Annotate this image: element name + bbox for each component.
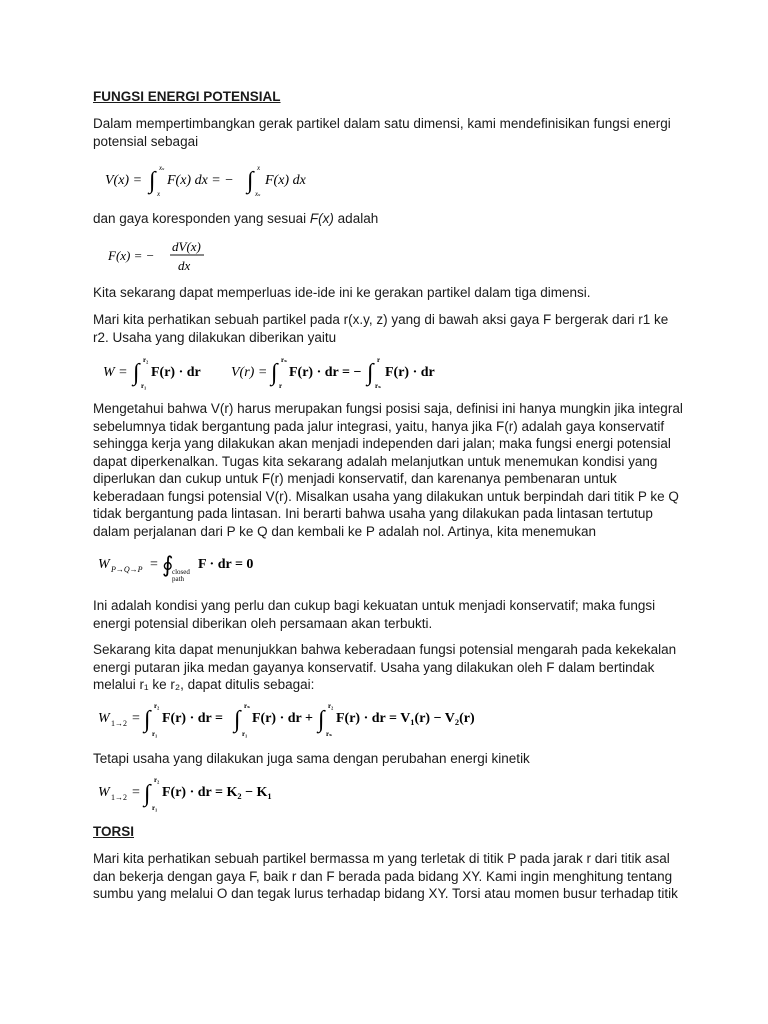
paragraph-work-definition: Mari kita perhatikan sebuah partikel pada r(x.y, z) yang di bawah aksi gaya F bergerak dari r1 ke r2. Usaha yang dilakukan diberikan yaitu bbox=[93, 312, 669, 345]
eq3b-lhs: V(r) = bbox=[231, 365, 268, 380]
p2-text-emphasis: F(x) bbox=[309, 211, 334, 226]
equation-work-split bbox=[98, 700, 478, 738]
eq1-lower2: xₛ bbox=[255, 190, 261, 198]
eq5-term3: F(r) · dr = V₁(r) − V₂(r) bbox=[336, 711, 475, 726]
eq2-lhs: F(x) = − bbox=[108, 248, 155, 263]
eq4-integrand: F · dr = 0 bbox=[198, 557, 254, 572]
svg-text:∮: ∮ bbox=[162, 552, 174, 577]
eq4-under-path: path bbox=[172, 575, 185, 583]
svg-text:∫: ∫ bbox=[367, 360, 374, 386]
section-heading-torque: TORSI bbox=[93, 824, 135, 839]
eq4-lhs: W bbox=[98, 557, 110, 572]
paragraph-conservative-force: Mengetahui bahwa V(r) harus merupakan fungsi posisi saja, definisi ini hanya mungkin jika integral sebelumnya tidak bergantung pada jalur integrasi, yaitu, hanya jika F(r) adalah gaya konservatif sehingga kerja yang dilakukan akan menjadi independen dari jalan; maka fungsi energi potensial dapat diperkenalkan. Tugas kita sekarang adalah melanjutkan untuk menemukan kondisi yang diperlukan dan cukup untuk F(r) menjadi konservatif, dan karenanya pembenaran untuk keberadaan fungsi potensial V(r). Misalkan usaha yang dilakukan untuk berpindah dari titik P ke Q tidak bergantung pada lintasan. Ini berarti bahwa usaha yang dilakukan pada lintasan tertutup dalam perjalanan dari P ke Q dan kembali ke P adalah nol. Artinya, kita menemukan bbox=[93, 401, 683, 539]
paragraph-energy-conservation: Sekarang kita dapat menunjukkan bahwa keberadaan fungsi potensial mengarah pada kekekalan energi putaran jika medan gayanya konservatif. Usaha yang dilakukan oleh F dalam bertindak melalui r₁ ke r₂, dapat ditulis sebagai: bbox=[93, 642, 677, 692]
eq4-under-closed: closed bbox=[172, 568, 190, 576]
eq5-lhs: W bbox=[98, 711, 110, 726]
svg-text:∫: ∫ bbox=[271, 360, 278, 386]
equation-work-kinetic bbox=[98, 774, 298, 812]
equation-work-integral bbox=[103, 354, 213, 390]
p2-text-a: dan gaya koresponden yang sesuai bbox=[93, 211, 310, 226]
svg-text:∫: ∫ bbox=[234, 707, 241, 733]
eq1-upper2: x bbox=[257, 164, 261, 172]
eq3b-mid: F(r) · dr = − bbox=[289, 365, 362, 380]
paragraph-force-relation bbox=[93, 210, 683, 228]
paragraph-conservative-condition: Ini adalah kondisi yang perlu dan cukup bagi kekuatan untuk menjadi konservatif; maka fungsi energi potensial diberikan oleh persamaan akan terbukti. bbox=[93, 598, 656, 631]
eq3a-upper: r₂ bbox=[143, 356, 149, 364]
eq3a-lower: r₁ bbox=[141, 382, 147, 390]
eq5-upper2: rₛ bbox=[244, 702, 250, 710]
eq4-equals: = bbox=[150, 557, 158, 572]
eq5-upper3: r₂ bbox=[328, 702, 334, 710]
equation-closed-path bbox=[98, 548, 268, 584]
equation-potential-energy-1d bbox=[105, 162, 325, 198]
equation-potential-3d bbox=[231, 354, 441, 390]
eq4-subscript: P→Q→P bbox=[111, 565, 143, 574]
paragraph-kinetic-energy: Tetapi usaha yang dilakukan juga sama dengan perubahan energi kinetik bbox=[93, 751, 530, 766]
eq1-upper1: xₛ bbox=[159, 164, 165, 172]
eq5-lower1: r₁ bbox=[152, 730, 158, 738]
eq5-upper1: r₂ bbox=[154, 702, 160, 710]
svg-text:=: = bbox=[132, 711, 140, 726]
eq5-subscript: 1→2 bbox=[111, 719, 127, 728]
equation-force-derivative bbox=[108, 238, 218, 274]
eq6-lhs: W bbox=[98, 785, 110, 800]
eq3b-upper2: r bbox=[377, 356, 381, 364]
eq5-term1: F(r) · dr = bbox=[162, 711, 223, 726]
eq3a-lhs: W = bbox=[103, 365, 128, 380]
svg-text:∫: ∫ bbox=[133, 360, 140, 386]
svg-text:∫: ∫ bbox=[149, 168, 156, 194]
eq2-numerator: dV(x) bbox=[172, 239, 201, 254]
eq1-rhs: F(x) dx bbox=[265, 173, 306, 188]
paragraph-torque: Mari kita perhatikan sebuah partikel bermassa m yang terletak di titik P pada jarak r dari titik asal dan bekerja dengan gaya F, baik r dan F berada pada bidang XY. Kami ingin menghitung tentang sumbu yang melalui O dan tegak lurus terhadap bidang XY. Torsi atau momen busur terhadap titik bbox=[93, 851, 678, 901]
eq3b-rhs: F(r) · dr bbox=[385, 365, 435, 380]
svg-text:∫: ∫ bbox=[144, 707, 151, 733]
eq3b-upper1: rₛ bbox=[281, 356, 287, 364]
eq5-term2: F(r) · dr + bbox=[252, 711, 313, 726]
eq5-lower2: r₁ bbox=[242, 730, 248, 738]
eq2-denominator: dx bbox=[178, 258, 191, 273]
eq1-mid: F(x) dx = − bbox=[167, 173, 234, 188]
eq3a-integrand: F(r) · dr bbox=[151, 365, 201, 380]
svg-text:∫: ∫ bbox=[247, 168, 254, 194]
paragraph-intro: Dalam mempertimbangkan gerak partikel dalam satu dimensi, kami mendefinisikan fungsi energi potensial sebagai bbox=[93, 116, 671, 149]
section-heading-potential-energy: FUNGSI ENERGI POTENSIAL bbox=[93, 89, 281, 104]
svg-text:∫: ∫ bbox=[144, 781, 151, 807]
svg-text:=: = bbox=[132, 785, 140, 800]
eq3b-lower2: rₛ bbox=[375, 382, 381, 390]
eq6-body: F(r) · dr = K₂ − K₁ bbox=[162, 785, 272, 800]
eq1-lhs: V(x) = bbox=[105, 173, 143, 188]
eq3b-lower1: r bbox=[279, 382, 283, 390]
eq1-lower1: x bbox=[157, 190, 161, 198]
svg-text:∫: ∫ bbox=[318, 707, 325, 733]
eq5-lower3: rₛ bbox=[326, 730, 332, 738]
eq6-lower: r₁ bbox=[152, 804, 158, 812]
paragraph-three-dimensions: Kita sekarang dapat memperluas ide-ide ini ke gerakan partikel dalam tiga dimensi. bbox=[93, 285, 591, 300]
p2-text-b: adalah bbox=[333, 211, 379, 226]
eq6-subscript: 1→2 bbox=[111, 793, 127, 802]
eq6-upper: r₂ bbox=[154, 776, 160, 784]
